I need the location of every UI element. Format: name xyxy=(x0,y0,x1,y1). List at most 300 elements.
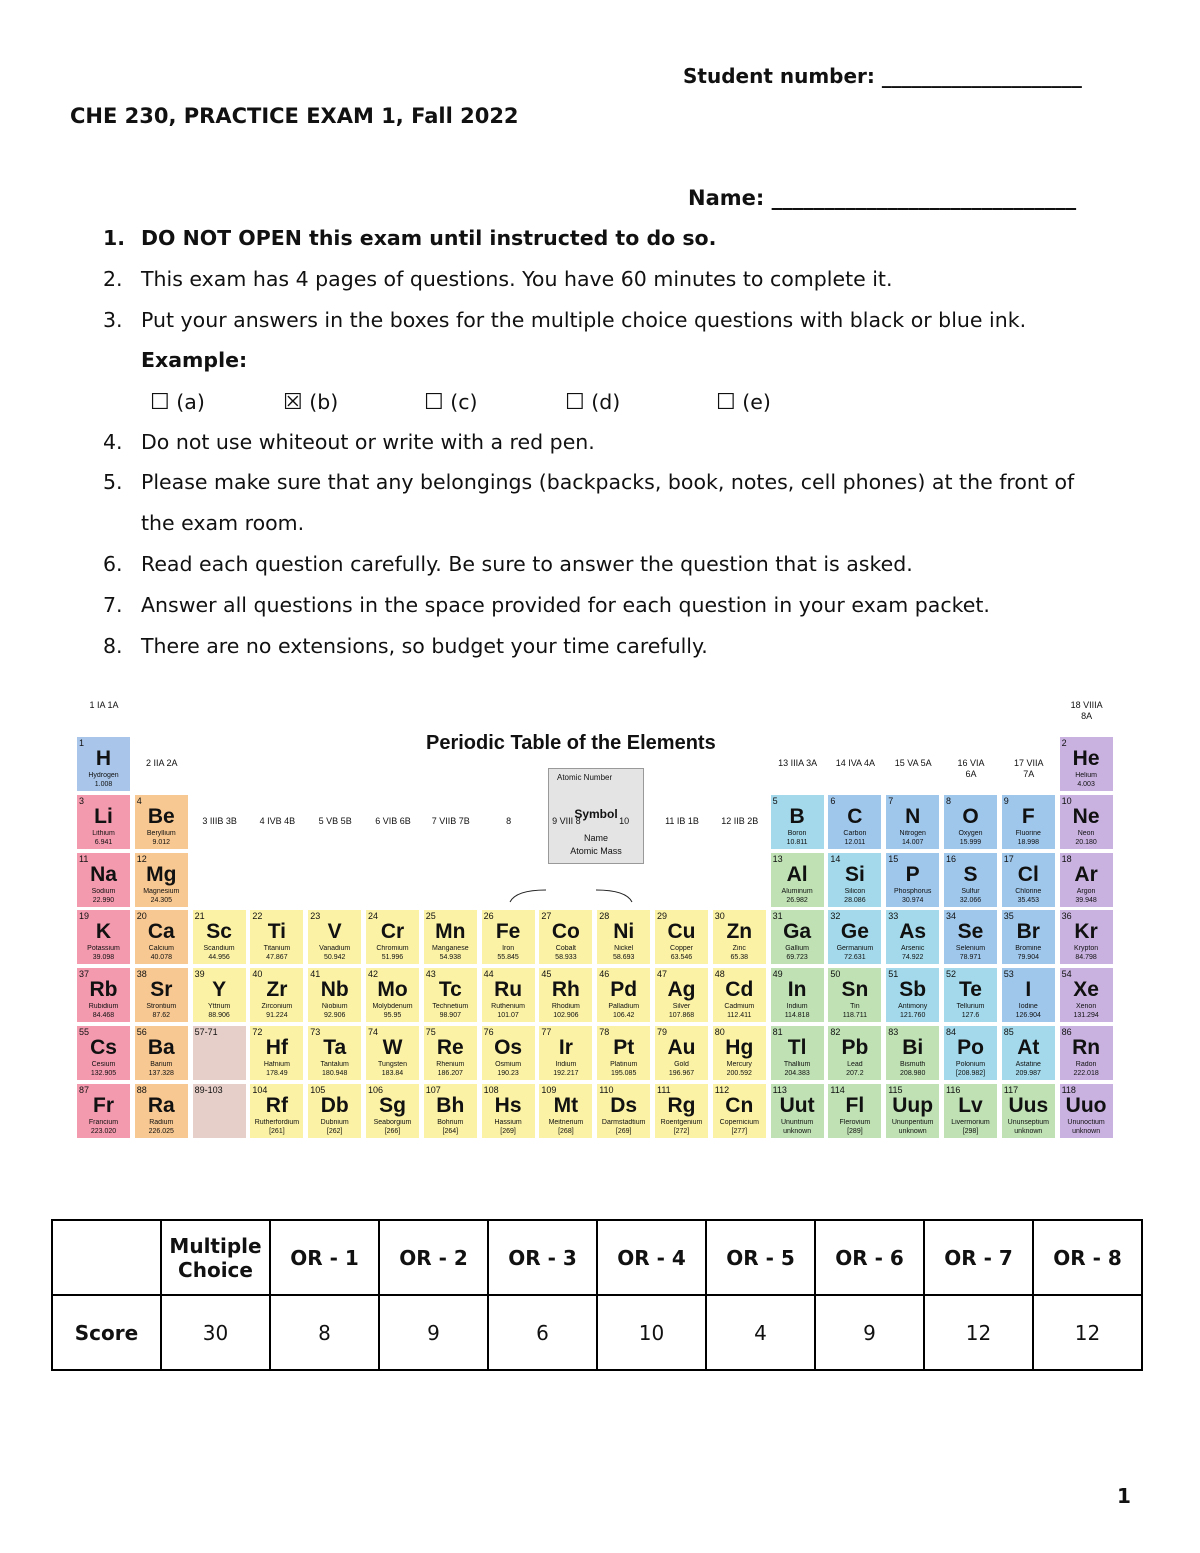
element-symbol: Ir xyxy=(558,1036,573,1059)
element-symbol: Li xyxy=(94,804,113,828)
atomic-number: 104 xyxy=(252,1084,268,1095)
element-name: Iodine xyxy=(1018,1003,1038,1011)
atomic-number: 6 xyxy=(830,795,836,806)
element-name: Vanadium xyxy=(319,945,351,953)
element-name: Scandium xyxy=(203,945,235,953)
checked-box-icon: ☒ xyxy=(283,390,303,415)
atomic-number: 114 xyxy=(830,1084,845,1095)
element-name: Molybdenum xyxy=(372,1003,413,1011)
atomic-mass: 40.078 xyxy=(150,954,172,962)
atomic-mass: 39.948 xyxy=(1075,896,1097,904)
element-symbol: Ba xyxy=(147,1036,175,1059)
element-hf xyxy=(249,1025,304,1081)
instruction-4: 4. Do not use whiteout or write with a red pen. xyxy=(103,430,595,454)
atomic-number: 46 xyxy=(599,969,610,980)
element-sr xyxy=(134,967,189,1023)
name-field[interactable]: Name: _____________________________ xyxy=(688,186,1077,210)
atomic-number: 9 xyxy=(1003,795,1009,806)
atomic-number: 29 xyxy=(657,911,668,922)
element-se xyxy=(943,909,998,965)
element-symbol: Ne xyxy=(1072,804,1100,828)
element-symbol: Uup xyxy=(892,1093,934,1117)
element-name: Oxygen xyxy=(958,829,983,837)
atomic-mass: 180.948 xyxy=(322,1070,348,1077)
element-symbol: Xe xyxy=(1073,978,1099,1002)
element-ds xyxy=(596,1083,651,1139)
atomic-number: 30 xyxy=(714,911,725,922)
element-ni xyxy=(596,909,651,965)
element-name: Livermorium xyxy=(951,1118,990,1126)
element-name: Astatine xyxy=(1015,1061,1041,1068)
atomic-mass: 79.904 xyxy=(1017,954,1039,962)
element-symbol: Ag xyxy=(667,978,696,1002)
atomic-mass: [262] xyxy=(326,1127,343,1135)
element-uut xyxy=(770,1083,825,1139)
element-name: Ununoctium xyxy=(1067,1118,1105,1126)
element-name: Gallium xyxy=(785,945,809,953)
atomic-mass: 15.999 xyxy=(959,838,982,846)
element-symbol: Sc xyxy=(206,920,232,944)
element-name: Ununseptium xyxy=(1007,1118,1049,1126)
atomic-number: 80 xyxy=(714,1027,725,1037)
atomic-number: 41 xyxy=(310,969,321,980)
element-symbol: Ti xyxy=(267,920,287,944)
instruction-5: 5. Please make sure that any belongings (backpacks, book, notes, cell phones) at the front of xyxy=(103,470,1075,494)
atomic-number: 115 xyxy=(888,1084,903,1095)
atomic-mass: 74.922 xyxy=(901,954,924,962)
element-al xyxy=(770,852,825,908)
group-label: 1 IA 1A xyxy=(89,700,119,710)
periodic-table-title: Periodic Table of the Elements xyxy=(426,732,716,754)
atomic-number: 54 xyxy=(1061,969,1072,980)
atomic-mass: 1.008 xyxy=(94,781,113,788)
atomic-number: 33 xyxy=(888,911,899,922)
element-name: Meitnerium xyxy=(548,1118,584,1126)
atomic-number: 89-103 xyxy=(194,1084,223,1095)
atomic-mass: 186.207 xyxy=(437,1070,463,1077)
example-option-a: ☐ (a) xyxy=(150,390,205,415)
element-name: Beryllium xyxy=(146,829,176,837)
atomic-number: 53 xyxy=(1003,969,1014,980)
element-k xyxy=(76,909,131,965)
element-name: Osmium xyxy=(495,1061,522,1068)
element-name: Rhodium xyxy=(551,1003,580,1011)
element-w xyxy=(365,1025,420,1081)
atomic-number: 108 xyxy=(483,1084,499,1095)
element-zr xyxy=(249,967,304,1023)
element-rg xyxy=(654,1083,709,1139)
element-db xyxy=(307,1083,362,1139)
element-cr xyxy=(365,909,420,965)
element-name: Selenium xyxy=(955,945,986,953)
element-uup xyxy=(885,1083,940,1139)
element-name: Cadmium xyxy=(724,1003,755,1011)
group-label: 8 xyxy=(506,815,512,826)
atomic-mass: 102.906 xyxy=(553,1012,579,1020)
element-os xyxy=(481,1025,536,1081)
legend-atomic-number: Atomic Number xyxy=(557,773,613,782)
element-symbol: Nb xyxy=(320,978,349,1002)
atomic-mass: 58.693 xyxy=(612,954,635,962)
element-symbol: Tc xyxy=(438,978,462,1002)
element-c xyxy=(827,794,882,850)
atomic-mass: [208.982] xyxy=(955,1070,986,1077)
example-option-e: ☐ (e) xyxy=(716,390,771,415)
atomic-number: 52 xyxy=(946,969,957,980)
element-name: Carbon xyxy=(843,829,867,837)
atomic-number: 78 xyxy=(599,1027,610,1037)
atomic-number: 49 xyxy=(772,969,783,980)
atomic-mass: [272] xyxy=(673,1127,690,1135)
element-rf xyxy=(249,1083,304,1139)
atomic-mass: 118.711 xyxy=(842,1012,868,1020)
element-name: Aluminum xyxy=(781,887,813,895)
course-title: CHE 230, PRACTICE EXAM 1, Fall 2022 xyxy=(70,104,519,128)
element-symbol: Mo xyxy=(377,978,408,1002)
element-symbol: Mg xyxy=(146,862,177,886)
atomic-number: 106 xyxy=(368,1084,384,1095)
element-symbol: At xyxy=(1017,1036,1040,1059)
element-cn xyxy=(712,1083,767,1139)
element-hg xyxy=(712,1025,767,1081)
atomic-mass: 131.294 xyxy=(1073,1012,1099,1020)
element-ca xyxy=(134,909,189,965)
element-name: Calcium xyxy=(148,945,174,953)
group-label: 6 VIB 6B xyxy=(375,815,411,826)
element-name: Silicon xyxy=(844,887,866,895)
element-h xyxy=(76,736,131,792)
atomic-number: 56 xyxy=(136,1027,147,1037)
atomic-mass: [298] xyxy=(962,1127,979,1135)
element-name: Bohrium xyxy=(437,1118,464,1126)
atomic-mass: [277] xyxy=(731,1127,748,1135)
group-label: 4 IVB 4B xyxy=(259,815,296,826)
element-symbol: Mn xyxy=(435,920,466,944)
element-name: Tellurium xyxy=(956,1003,985,1011)
atomic-mass: 12.011 xyxy=(844,838,866,846)
atomic-mass: 44.956 xyxy=(208,954,230,962)
group-label: 9 VIII 8 xyxy=(552,815,581,826)
header-cell: OR - 3 xyxy=(488,1220,597,1295)
element-symbol: Co xyxy=(551,920,580,944)
score-cell: 30 xyxy=(161,1295,270,1370)
element-name: Antimony xyxy=(898,1003,928,1011)
element-rb xyxy=(76,967,131,1023)
legend-name: Name xyxy=(583,833,608,843)
element-name: Copernicium xyxy=(719,1118,759,1126)
element-symbol: Uus xyxy=(1008,1093,1049,1117)
atomic-number: 74 xyxy=(368,1027,379,1037)
element-cs xyxy=(76,1025,131,1081)
atomic-mass: [269] xyxy=(615,1127,632,1135)
element-co xyxy=(538,909,593,965)
element-name: Rutherfordium xyxy=(254,1118,300,1126)
atomic-mass: 84.468 xyxy=(92,1012,115,1020)
atomic-number: 37 xyxy=(79,969,90,980)
element-symbol: Be xyxy=(147,804,175,828)
element-symbol: Re xyxy=(436,1036,464,1059)
atomic-mass: 84.798 xyxy=(1075,954,1097,962)
atomic-mass: 58.933 xyxy=(555,954,577,962)
element-name: Thallium xyxy=(783,1061,811,1068)
element-te xyxy=(943,967,998,1023)
element-si xyxy=(827,852,882,908)
element-symbol: Sg xyxy=(379,1093,406,1117)
atomic-mass: 47.867 xyxy=(266,954,288,962)
element-name: Germanium xyxy=(836,945,874,953)
element-cl xyxy=(1001,852,1056,908)
group-label: 7 VIIB 7B xyxy=(431,815,470,826)
element-kr xyxy=(1059,909,1114,965)
group-label: 14 IVA 4A xyxy=(835,757,876,768)
element-tl xyxy=(770,1025,825,1081)
element-symbol: V xyxy=(327,920,342,944)
element-symbol: Rg xyxy=(667,1093,696,1117)
atomic-mass: 101.07 xyxy=(497,1012,519,1020)
atomic-mass: 65.38 xyxy=(730,954,749,962)
element-xe xyxy=(1059,967,1114,1023)
element-na xyxy=(76,852,131,908)
element-symbol: Fe xyxy=(495,920,521,944)
score-table xyxy=(51,1219,1143,1371)
element-symbol: Kr xyxy=(1074,920,1098,944)
atomic-number: 84 xyxy=(946,1027,957,1037)
atomic-number: 42 xyxy=(368,969,379,980)
header-cell: OR - 2 xyxy=(379,1220,488,1295)
element-name: Nickel xyxy=(614,945,634,953)
element-o xyxy=(943,794,998,850)
atomic-number: 40 xyxy=(252,969,263,980)
instruction-8: 8. There are no extensions, so budget your time carefully. xyxy=(103,634,708,658)
element-name: Nitrogen xyxy=(899,829,926,837)
element-symbol: Ds xyxy=(610,1093,638,1117)
element-s xyxy=(943,852,998,908)
atomic-number: 26 xyxy=(483,911,494,922)
atomic-number: 79 xyxy=(657,1027,668,1037)
score-cell: 10 xyxy=(597,1295,706,1370)
element-hs xyxy=(481,1083,536,1139)
element-name: Bromine xyxy=(1015,945,1042,953)
element-symbol: P xyxy=(905,862,920,886)
atomic-number: 43 xyxy=(425,969,436,980)
score-cell: 6 xyxy=(488,1295,597,1370)
atomic-mass: unknown xyxy=(1014,1127,1043,1135)
element-symbol: Zr xyxy=(266,978,288,1002)
element-name: Roentgenium xyxy=(660,1118,703,1126)
element-symbol: Fl xyxy=(845,1093,865,1117)
element-ge xyxy=(827,909,882,965)
legend-symbol: Symbol xyxy=(574,807,618,821)
element-name: Helium xyxy=(1075,772,1097,779)
element-symbol: Mt xyxy=(553,1093,579,1117)
element-placeholder xyxy=(192,1025,247,1081)
element-name: Potassium xyxy=(87,945,120,953)
score-cell: 8 xyxy=(270,1295,379,1370)
element-n xyxy=(885,794,940,850)
atomic-mass: 209.987 xyxy=(1015,1070,1041,1077)
atomic-number: 24 xyxy=(368,911,379,922)
group-label: 5 VB 5B xyxy=(318,815,352,826)
element-li xyxy=(76,794,131,850)
element-i xyxy=(1001,967,1056,1023)
element-name: Dubnium xyxy=(320,1118,349,1126)
element-zn xyxy=(712,909,767,965)
atomic-number: 50 xyxy=(830,969,841,980)
instruction-7: 7. Answer all questions in the space provided for each question in your exam packet. xyxy=(103,593,990,617)
atomic-mass: 30.974 xyxy=(901,896,924,904)
element-b xyxy=(770,794,825,850)
atomic-mass: 32.066 xyxy=(959,896,982,904)
element-symbol: W xyxy=(382,1036,403,1059)
element-name: Zirconium xyxy=(261,1003,293,1011)
element-symbol: Si xyxy=(844,862,865,886)
page-number: 1 xyxy=(1117,1484,1131,1508)
atomic-mass: 127.6 xyxy=(961,1012,980,1020)
legend-atomic-mass: Atomic Mass xyxy=(570,846,622,856)
group-label: 17 VIIA 7A xyxy=(1014,757,1044,779)
atomic-mass: 69.723 xyxy=(786,954,808,962)
element-p xyxy=(885,852,940,908)
element-pb xyxy=(827,1025,882,1081)
element-symbol: K xyxy=(95,920,112,944)
element-name: Chlorine xyxy=(1015,887,1042,895)
element-bi xyxy=(885,1025,940,1081)
atomic-number: 25 xyxy=(425,911,436,922)
atomic-number: 83 xyxy=(888,1027,899,1037)
atomic-number: 14 xyxy=(830,853,841,864)
element-name: Platinum xyxy=(610,1061,638,1068)
element-name: Niobium xyxy=(321,1003,348,1011)
element-ir xyxy=(538,1025,593,1081)
element-fl xyxy=(827,1083,882,1139)
element-name: Strontium xyxy=(146,1003,177,1011)
atomic-number: 17 xyxy=(1003,853,1014,864)
atomic-mass: 208.980 xyxy=(900,1070,926,1077)
group-label: 16 VIA 6A xyxy=(957,757,985,779)
atomic-number: 12 xyxy=(136,853,147,864)
element-name: Cesium xyxy=(91,1061,116,1068)
atomic-mass: 106.42 xyxy=(612,1012,635,1020)
element-symbol: Ni xyxy=(613,920,635,944)
atomic-mass: [264] xyxy=(442,1127,459,1135)
example-label: Example: xyxy=(141,348,248,372)
element-name: Titanium xyxy=(263,945,291,953)
atomic-mass: 10.811 xyxy=(786,838,808,846)
element-symbol: S xyxy=(963,862,978,886)
atomic-mass: 6.941 xyxy=(94,838,113,846)
header-cell xyxy=(52,1220,161,1295)
score-cell: 12 xyxy=(1033,1295,1142,1370)
atomic-number: 107 xyxy=(425,1084,441,1095)
atomic-number: 2 xyxy=(1061,738,1067,748)
element-br xyxy=(1001,909,1056,965)
element-name: Tin xyxy=(850,1003,860,1011)
element-symbol: Pt xyxy=(613,1036,635,1059)
element-ra xyxy=(134,1083,189,1139)
element-nb xyxy=(307,967,362,1023)
element-symbol: Uut xyxy=(779,1093,815,1117)
group-label: 15 VA 5A xyxy=(894,757,932,768)
element-mo xyxy=(365,967,420,1023)
element-mt xyxy=(538,1083,593,1139)
atomic-mass: 226.025 xyxy=(148,1127,174,1135)
element-name: Lithium xyxy=(92,829,115,837)
element-symbol: Db xyxy=(320,1093,349,1117)
element-name: Hydrogen xyxy=(88,772,119,779)
student-number-field[interactable]: Student number: ____________________ xyxy=(683,64,1082,88)
element-symbol: Ge xyxy=(840,920,869,944)
element-at xyxy=(1001,1025,1056,1081)
example-option-d: ☐ (d) xyxy=(565,390,621,415)
atomic-number: 38 xyxy=(136,969,147,980)
group-label: 3 IIIB 3B xyxy=(202,815,237,826)
element-symbol: Rh xyxy=(551,978,580,1002)
element-symbol: Hf xyxy=(265,1036,288,1059)
atomic-number: 88 xyxy=(136,1084,147,1095)
atomic-mass: 107.868 xyxy=(668,1012,695,1020)
element-name: Gold xyxy=(674,1061,689,1068)
atomic-number: 72 xyxy=(252,1027,263,1037)
atomic-mass: 114.818 xyxy=(784,1012,810,1020)
element-ne xyxy=(1059,794,1114,850)
element-name: Barium xyxy=(150,1061,173,1068)
atomic-number: 7 xyxy=(888,795,894,806)
element-symbol: Tl xyxy=(787,1036,807,1059)
element-name: Manganese xyxy=(432,945,469,953)
header-cell: OR - 8 xyxy=(1033,1220,1142,1295)
atomic-number: 82 xyxy=(830,1027,841,1037)
instruction-5-continued: the exam room. xyxy=(141,511,305,535)
element-placeholder xyxy=(192,1083,247,1139)
atomic-mass: 78.971 xyxy=(959,954,982,962)
atomic-number: 19 xyxy=(79,911,90,922)
atomic-mass: 204.383 xyxy=(784,1070,810,1077)
element-symbol: B xyxy=(789,804,805,828)
element-f xyxy=(1001,794,1056,850)
element-symbol: F xyxy=(1021,804,1035,828)
element-symbol: O xyxy=(962,804,979,828)
atomic-number: 23 xyxy=(310,911,321,922)
element-symbol: Ra xyxy=(147,1093,175,1117)
element-name: Neon xyxy=(1077,829,1095,837)
atomic-mass: 22.990 xyxy=(92,896,115,904)
element-name: Hassium xyxy=(494,1118,522,1126)
atomic-number: 113 xyxy=(772,1084,787,1095)
atomic-number: 116 xyxy=(946,1084,961,1095)
atomic-number: 85 xyxy=(1003,1027,1014,1037)
element-symbol: Ta xyxy=(323,1036,347,1059)
element-name: Cobalt xyxy=(555,945,576,953)
element-cu xyxy=(654,909,709,965)
atomic-mass: 200.592 xyxy=(726,1070,752,1077)
atomic-mass: 20.180 xyxy=(1075,838,1097,846)
element-pd xyxy=(596,967,651,1023)
group-label: 2 IIA 2A xyxy=(146,757,178,768)
atomic-mass: 39.098 xyxy=(92,954,115,962)
atomic-number: 45 xyxy=(541,969,552,980)
atomic-mass: [261] xyxy=(269,1127,285,1135)
element-ag xyxy=(654,967,709,1023)
row-label: Score xyxy=(52,1295,161,1370)
header-cell: OR - 1 xyxy=(270,1220,379,1295)
element-name: Polonium xyxy=(955,1061,986,1068)
atomic-mass: 18.998 xyxy=(1017,838,1039,846)
atomic-mass: 50.942 xyxy=(323,954,346,962)
example-option-b: ☒ (b) xyxy=(283,390,339,415)
atomic-number: 4 xyxy=(136,795,142,806)
atomic-number: 35 xyxy=(1003,911,1014,922)
element-symbol: He xyxy=(1072,747,1100,770)
